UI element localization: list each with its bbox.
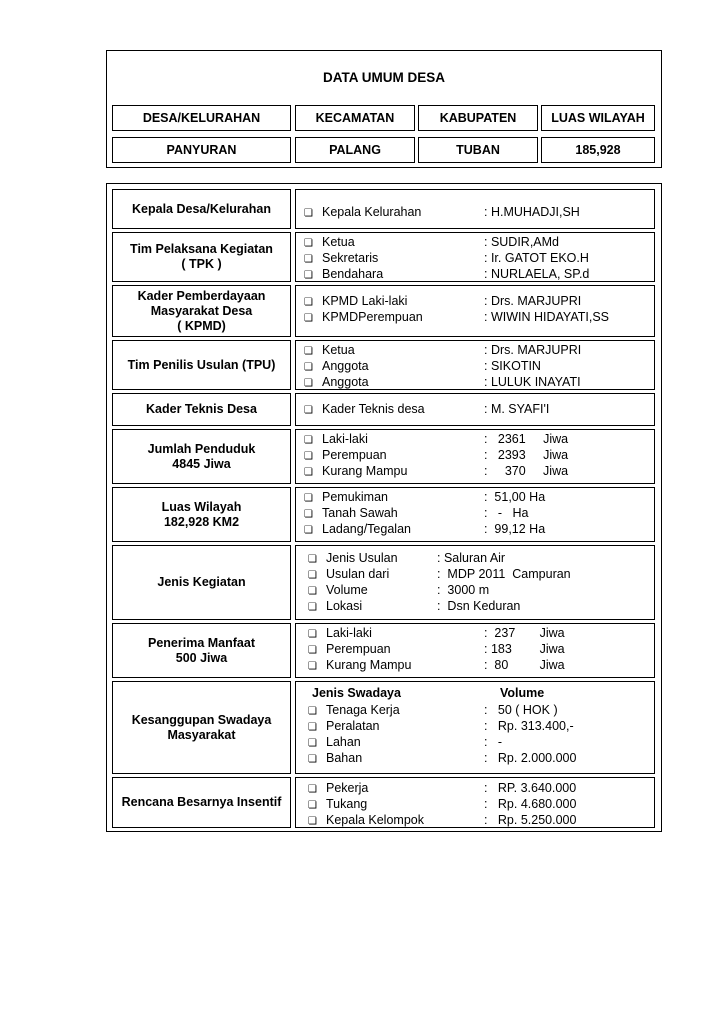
row-kpmd [112,285,655,337]
detail-item [296,506,654,521]
row-luas-wilayah [112,487,655,542]
detail-item [296,432,654,447]
detail-item [296,658,654,673]
row-tpu [112,340,655,390]
header-kecamatan: KECAMATAN [295,105,415,131]
detail-value: : LULUK INAYATI [484,375,581,389]
checkbox-bullet-icon [308,626,317,642]
detail-value: : 80 Jiwa [484,658,565,672]
detail-item [296,599,654,614]
checkbox-bullet-icon [304,359,313,375]
detail-key: Bahan [326,751,363,765]
checkbox-bullet-icon [304,402,313,418]
row-label-line: Tim Penilis Usulan (TPU) [127,357,276,372]
detail-key: KPMDPerempuan [322,310,423,324]
detail-key: Laki-laki [322,432,368,446]
detail-item [296,343,654,358]
detail-item [296,402,654,417]
detail-key: Tanah Sawah [322,506,398,520]
row-label [112,623,291,678]
detail-item [296,310,654,325]
checkbox-bullet-icon [308,735,317,751]
detail-key: Ketua [322,343,355,357]
checkbox-bullet-icon [304,506,313,522]
detail-item [296,735,654,750]
detail-item [296,464,654,479]
checkbox-bullet-icon [308,751,317,767]
detail-table [106,183,662,832]
row-label [112,777,291,828]
detail-item [296,267,654,282]
detail-item [296,583,654,598]
detail-key: Laki-laki [326,626,372,640]
row-label-line: Masyarakat Desa [150,303,253,318]
detail-key: Peralatan [326,719,380,733]
row-label [112,285,291,337]
detail-item [296,567,654,582]
checkbox-bullet-icon [308,642,317,658]
detail-key: Pekerja [326,781,369,795]
detail-value: : - Ha [484,506,529,520]
detail-key: Volume [326,583,368,597]
detail-key: Anggota [322,359,369,373]
detail-key: Tenaga Kerja [326,703,400,717]
row-label-line: 4845 Jiwa [172,456,231,471]
detail-item [296,797,654,812]
row-label [112,429,291,484]
row-label-line: Kader Teknis Desa [146,402,257,416]
row-details [295,545,655,620]
header-kabupaten: KABUPATEN [418,105,538,131]
checkbox-bullet-icon [308,583,317,599]
checkbox-bullet-icon [304,343,313,359]
detail-key: Kepala Kelurahan [322,205,422,219]
row-label-line: Masyarakat [167,727,236,742]
row-jenis-kegiatan [112,545,655,620]
checkbox-bullet-icon [304,251,313,267]
row-details [295,232,655,282]
row-tpk [112,232,655,282]
detail-value: : WIWIN HIDAYATI,SS [484,310,609,324]
checkbox-bullet-icon [304,375,313,391]
detail-value: : Ir. GATOT EKO.H [484,251,589,265]
row-details [295,189,655,229]
detail-value: : Rp. 4.680.000 [484,797,577,811]
detail-key: KPMD Laki-laki [322,294,408,308]
detail-item [296,251,654,266]
row-details [295,777,655,828]
detail-item [296,626,654,641]
detail-value: : 370 Jiwa [484,464,569,478]
checkbox-bullet-icon [304,448,313,464]
detail-key: Kepala Kelompok [326,813,424,827]
detail-value: : 237 Jiwa [484,626,565,640]
detail-item [296,781,654,796]
detail-item [296,719,654,734]
detail-item [296,642,654,657]
row-rencana-insentif [112,777,655,828]
row-details [295,285,655,337]
detail-value: : H.MUHADJI,SH [484,205,580,219]
row-label-line: Penerima Manfaat [148,635,255,650]
detail-item [296,751,654,766]
row-details [295,393,655,426]
checkbox-bullet-icon [308,599,317,615]
detail-key: Perempuan [322,448,387,462]
row-label-line: 182,928 KM2 [163,514,240,529]
detail-item [296,375,654,390]
checkbox-bullet-icon [308,719,317,735]
detail-item [296,235,654,250]
detail-value: : - [484,735,503,749]
checkbox-bullet-icon [308,551,317,567]
detail-value: : Rp. 313.400,- [484,719,574,733]
header-desa: DESA/KELURAHAN [112,105,291,131]
row-details [295,487,655,542]
detail-item [296,490,654,505]
document-title: DATA UMUM DESA [323,70,445,85]
detail-key: Sekretaris [322,251,379,265]
detail-value: : NURLAELA, SP.d [484,267,590,281]
detail-key: Tukang [326,797,368,811]
row-label [112,232,291,282]
detail-value: : Rp. 2.000.000 [484,751,577,765]
row-jumlah-penduduk [112,429,655,484]
detail-key: Lahan [326,735,361,749]
checkbox-bullet-icon [304,235,313,251]
detail-item [296,703,654,718]
detail-key: Usulan dari [326,567,390,581]
checkbox-bullet-icon [308,813,317,829]
checkbox-bullet-icon [304,464,313,480]
row-label-line: Jenis Kegiatan [157,575,246,589]
checkbox-bullet-icon [308,703,317,719]
detail-key: Jenis Usulan [326,551,398,565]
value-kabupaten: TUBAN [418,137,538,163]
detail-item [296,522,654,537]
row-kader-teknis [112,393,655,426]
row-penerima-manfaat [112,623,655,678]
detail-key: Lokasi [326,599,363,613]
row-details [295,681,655,774]
detail-key: Kader Teknis desa [322,402,425,416]
row-label [112,393,291,426]
detail-key: Ladang/Tegalan [322,522,411,536]
row-label-line: ( KPMD) [177,318,226,333]
detail-key: Pemukiman [322,490,388,504]
row-label-line: Luas Wilayah [161,499,242,514]
row-label [112,545,291,620]
detail-key: Bendahara [322,267,384,281]
value-desa: PANYURAN [112,137,291,163]
checkbox-bullet-icon [308,781,317,797]
detail-item [296,294,654,309]
detail-value: : MDP 2011 Campuran [437,567,571,581]
detail-key: Perempuan [326,642,391,656]
checkbox-bullet-icon [308,567,317,583]
detail-value: : 51,00 Ha [484,490,546,504]
checkbox-bullet-icon [304,432,313,448]
checkbox-bullet-icon [304,267,313,283]
detail-key: Anggota [322,375,369,389]
summary-table [106,50,662,168]
row-label [112,487,291,542]
row-kesanggupan-swadaya [112,681,655,774]
detail-item [296,813,654,828]
row-details [295,429,655,484]
detail-value: : 3000 m [437,583,490,597]
detail-value: : Drs. MARJUPRI [484,343,582,357]
row-kepala-desa [112,189,655,229]
detail-value: : Saluran Air [437,551,506,565]
checkbox-bullet-icon [308,658,317,674]
detail-value: : 99,12 Ha [484,522,546,536]
detail-item [296,551,654,566]
detail-key: Kurang Mampu [322,464,408,478]
detail-item [296,205,654,220]
row-label-line: 500 Jiwa [175,650,228,665]
detail-value: : RP. 3.640.000 [484,781,577,795]
volume-header: Volume [500,686,545,700]
detail-value: : 2393 Jiwa [484,448,569,462]
detail-item [296,448,654,463]
detail-item [296,359,654,374]
detail-value: : Drs. MARJUPRI [484,294,582,308]
detail-value: : M. SYAFI'I [484,402,550,416]
detail-key: Kurang Mampu [326,658,412,672]
checkbox-bullet-icon [304,310,313,326]
detail-value: : 50 ( HOK ) [484,703,558,717]
checkbox-bullet-icon [304,294,313,310]
detail-value: : SIKOTIN [484,359,541,373]
row-details [295,340,655,390]
detail-value: : 2361 Jiwa [484,432,569,446]
detail-value: : 183 Jiwa [484,642,565,656]
checkbox-bullet-icon [308,797,317,813]
detail-value: : SUDIR,AMd [484,235,560,249]
checkbox-bullet-icon [304,522,313,538]
checkbox-bullet-icon [304,490,313,506]
row-label-line: Kesanggupan Swadaya [131,712,272,727]
header-luas-wilayah: LUAS WILAYAH [541,105,655,131]
row-label-line: Kepala Desa/Kelurahan [132,201,271,216]
detail-key: Ketua [322,235,355,249]
value-kecamatan: PALANG [295,137,415,163]
row-details [295,623,655,678]
swadaya-header: Jenis Swadaya [312,686,401,700]
value-luas-wilayah: 185,928 [541,137,655,163]
row-label-line: Jumlah Penduduk [147,441,256,456]
row-label-line: Kader Pemberdayaan [137,288,266,303]
row-label [112,189,291,229]
row-label-line: ( TPK ) [181,257,222,271]
row-label [112,681,291,774]
checkbox-bullet-icon [304,205,313,221]
detail-value: : Dsn Keduran [437,599,521,613]
detail-value: : Rp. 5.250.000 [484,813,577,827]
row-label [112,340,291,390]
row-label-line: Tim Pelaksana Kegiatan [130,242,273,256]
row-label-line: Rencana Besarnya Insentif [121,795,282,809]
